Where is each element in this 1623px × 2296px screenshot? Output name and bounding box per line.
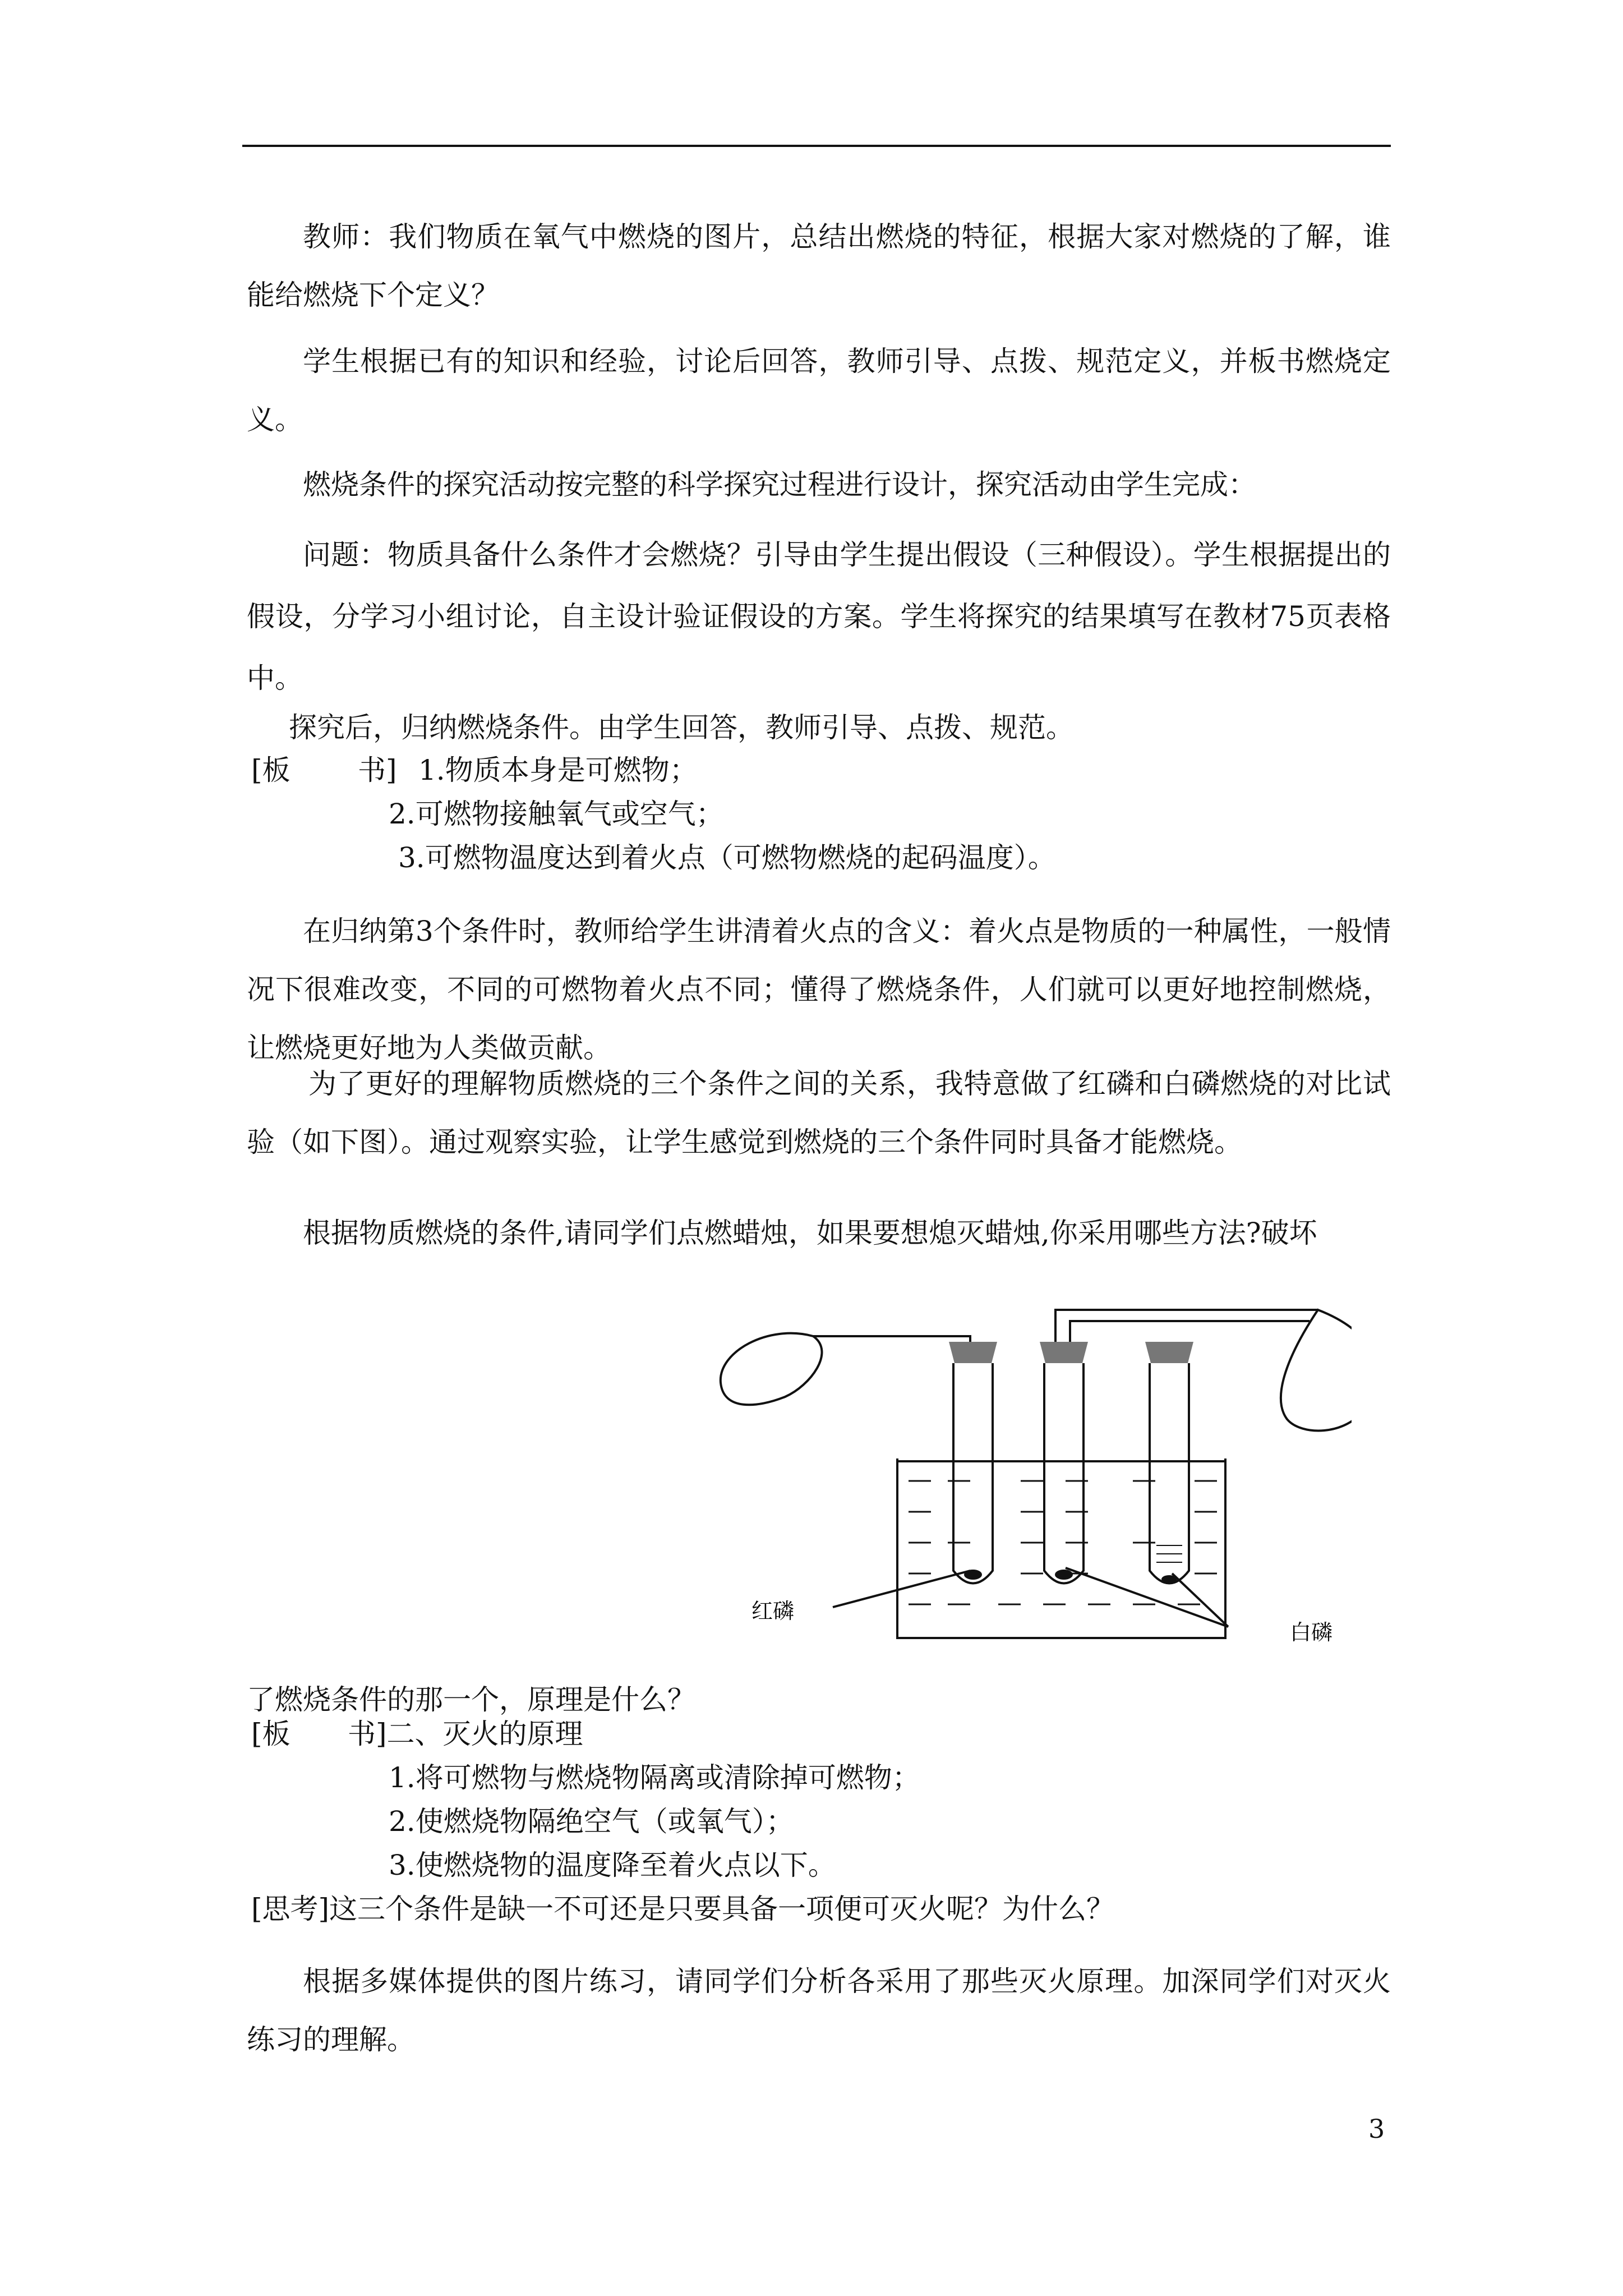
pointer-white-left: [1066, 1568, 1228, 1627]
phosphorus-combustion-diagram: [707, 1290, 1352, 1660]
board2-tag-left: [板: [251, 1718, 291, 1750]
board2-tag-right: 书]二、灭火的原理: [348, 1718, 583, 1750]
paragraph-phosphorus-experiment: 为了更好的理解物质燃烧的三个条件之间的关系，我特意做了红磷和白磷燃烧的对比试验（如下图）。通过观察实验，让学生感觉到燃烧的三个条件同时具备才能燃烧。: [247, 1068, 1391, 1158]
label-red-phosphorus: 红磷: [751, 1599, 795, 1623]
extinguish-principle-1: 1.将可燃物与燃烧物隔离或清除掉可燃物；: [389, 1761, 920, 1794]
stopper-2: [1040, 1342, 1088, 1363]
stopper-1: [949, 1342, 997, 1363]
paragraph-student-discussion: 学生根据已有的知识和经验，讨论后回答，教师引导、点拨、规范定义，并板书燃烧定义。: [247, 345, 1391, 436]
condition-2: 2.可燃物接触氧气或空气；: [389, 798, 724, 830]
red-phosphorus: [964, 1570, 982, 1580]
paragraph-principle-question: 了燃烧条件的那一个，原理是什么？: [247, 1683, 695, 1716]
board-tag-right: 书]: [358, 754, 397, 786]
white-phosphorus-tube: [1161, 1575, 1177, 1583]
paragraph-multimedia-practice: 根据多媒体提供的图片练习，请同学们分析各采用了那些灭火原理。加深同学们对灭火练习的理解。: [247, 1965, 1391, 2056]
header-rule: [242, 145, 1391, 147]
condition-1: 1.物质本身是可燃物；: [418, 754, 698, 786]
paragraph-question-hypothesis: 问题：物质具备什么条件才会燃烧？引导由学生提出假设（三种假设）。学生根据提出的假设，分学习小组讨论，自主设计验证假设的方案。学生将探究的结果填写在教材75页表格中。: [247, 539, 1391, 694]
pointer-red: [833, 1571, 970, 1607]
pointer-white-right: [1172, 1573, 1228, 1627]
tube-inner-lines: [1156, 1545, 1182, 1562]
extinguish-principle-3: 3.使燃烧物的温度降至着火点以下。: [389, 1849, 836, 1881]
beaker: [897, 1458, 1225, 1638]
pipe-left: [813, 1336, 970, 1363]
paragraph-ignition-point: 在归纳第3个条件时，教师给学生讲清着火点的含义：着火点是物质的一种属性，一般情况下很难改变，不同的可燃物着火点不同；懂得了燃烧条件，人们就可以更好地控制燃烧，让燃烧更好地为人类做贡献。: [247, 915, 1391, 1064]
think-question: [思考]这三个条件是缺一不可还是只要具备一项便可灭火呢？为什么？: [251, 1893, 1115, 1925]
paragraph-teacher-question: 教师：我们物质在氧气中燃烧的图片，总结出燃烧的特征，根据大家对燃烧的了解，谁能给燃烧下个定义？: [247, 220, 1391, 311]
paragraph-extinguish-question: 根据物质燃烧的条件,请同学们点燃蜡烛，如果要想熄灭蜡烛,你采用哪些方法?破坏: [303, 1217, 1317, 1249]
paragraph-summary-conditions: 探究后，归纳燃烧条件。由学生回答，教师引导、点拨、规范。: [289, 711, 1074, 744]
balloon-left: [721, 1333, 822, 1405]
test-tube-white-left: [1044, 1363, 1083, 1584]
test-tube-red: [953, 1363, 993, 1584]
water-dashes: [909, 1481, 1217, 1604]
board-tag-left: [板: [251, 754, 291, 786]
condition-3: 3.可燃物温度达到着火点（可燃物燃烧的起码温度）。: [398, 841, 1056, 874]
test-tube-white-right: [1150, 1363, 1189, 1584]
white-phosphorus-water: [1055, 1570, 1073, 1580]
extinguish-principle-2: 2.使燃烧物隔绝空气（或氧气）；: [389, 1805, 794, 1838]
balloon-right: [1281, 1310, 1352, 1430]
label-white-phosphorus: 白磷: [1290, 1620, 1333, 1645]
page-number: 3: [1368, 2114, 1385, 2144]
paragraph-inquiry-design: 燃烧条件的探究活动按完整的科学探究过程进行设计，探究活动由学生完成：: [303, 468, 1256, 501]
stopper-3: [1145, 1342, 1193, 1363]
